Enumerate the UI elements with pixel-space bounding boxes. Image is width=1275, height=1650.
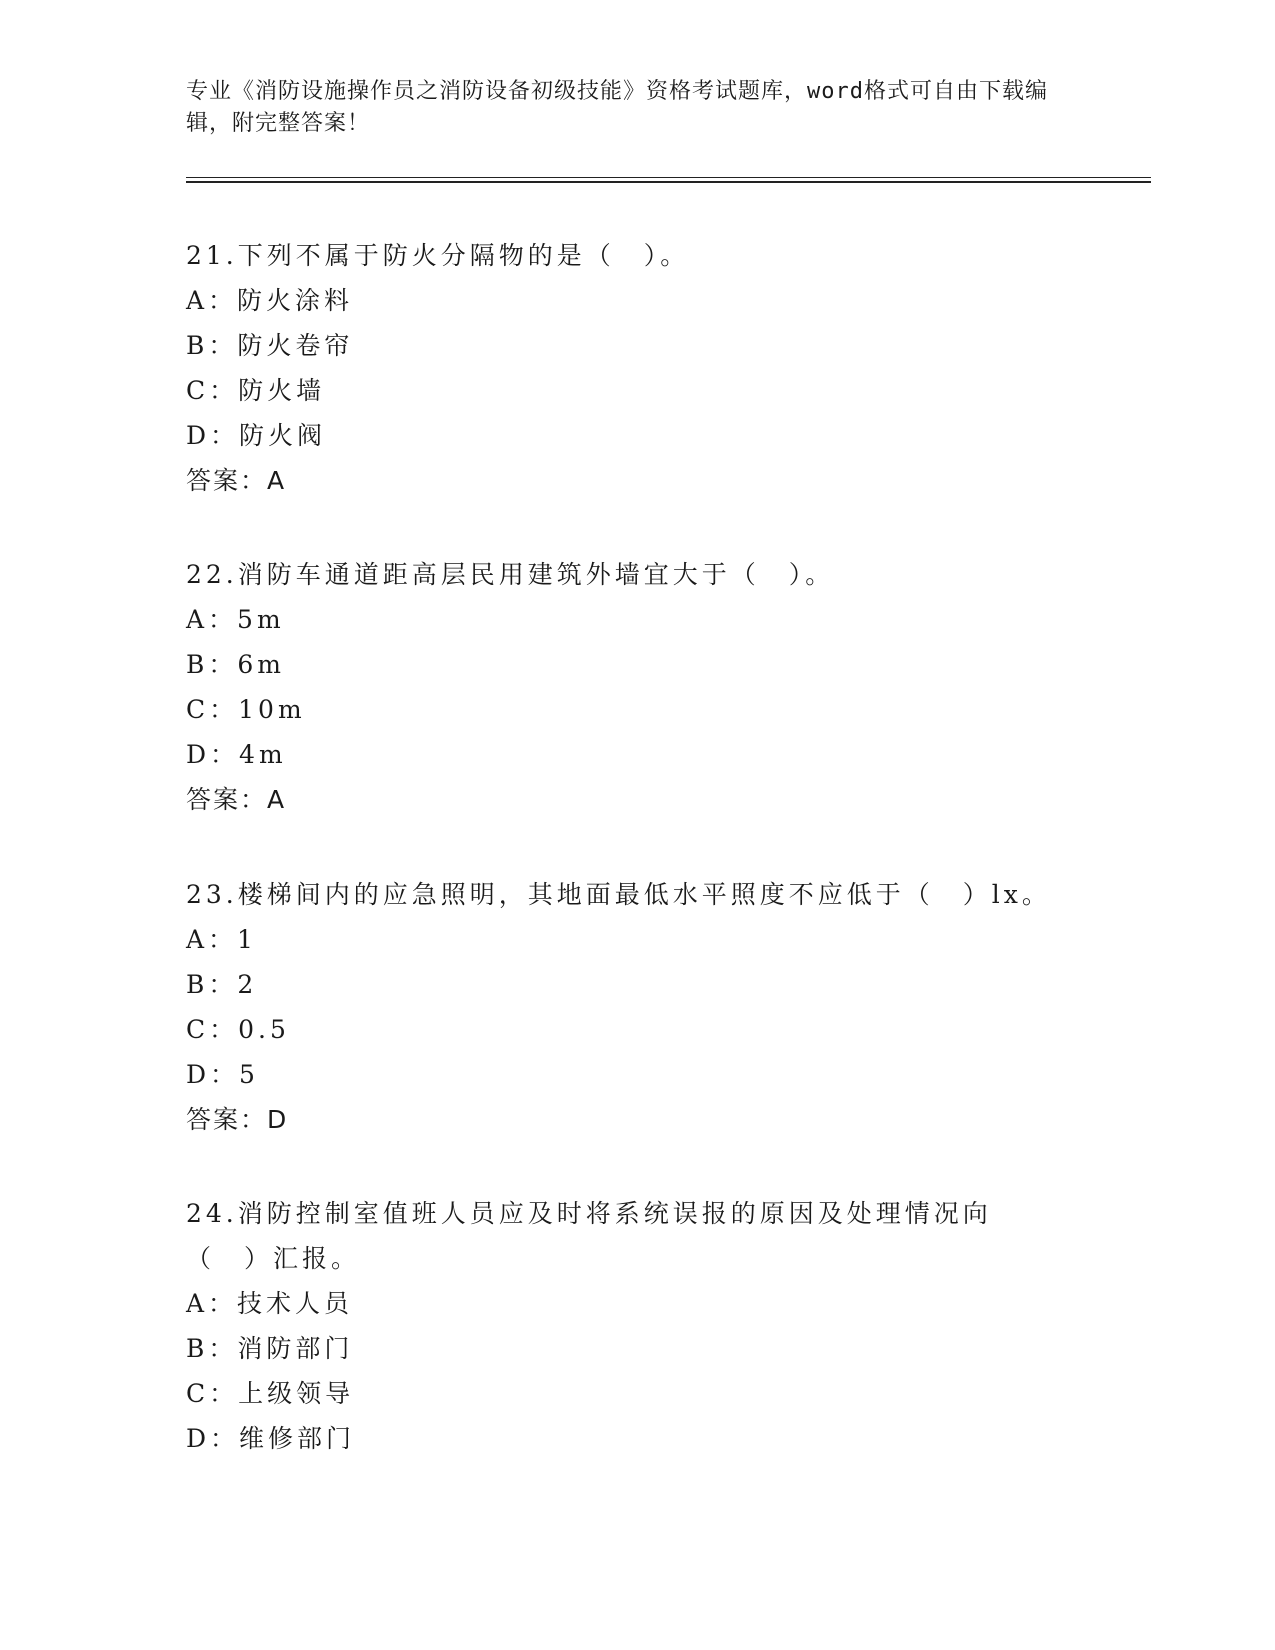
question-23 xyxy=(186,872,1066,1142)
option-a: A：5m xyxy=(186,605,285,634)
option-b: B：消防部门 xyxy=(186,1334,354,1363)
answer-text: 答案：A xyxy=(186,466,287,495)
answer-text: 答案：A xyxy=(186,785,287,814)
option-c: C：0.5 xyxy=(186,1015,290,1044)
document-header: 专业《消防设施操作员之消防设备初级技能》资格考试题库，word格式可自由下载编辑，附完整答案！ xyxy=(186,79,1048,136)
option-c: C：防火墙 xyxy=(186,376,326,405)
option-b: B：2 xyxy=(186,970,258,999)
question-22 xyxy=(186,552,1066,822)
question-24 xyxy=(186,1191,1066,1461)
option-c: C：10m xyxy=(186,695,306,724)
option-b: B：6m xyxy=(186,650,285,679)
question-21 xyxy=(186,233,1066,503)
option-a: A：防火涂料 xyxy=(186,286,354,315)
header-divider-top xyxy=(186,177,1151,178)
question-stem: 22.消防车通道距高层民用建筑外墙宜大于（ ）。 xyxy=(186,560,835,589)
option-d: D：4m xyxy=(186,740,287,769)
question-stem: 24.消防控制室值班人员应及时将系统误报的原因及处理情况向（ ）汇报。 xyxy=(186,1199,992,1273)
question-stem: 23.楼梯间内的应急照明，其地面最低水平照度不应低于（ ）lx。 xyxy=(186,880,1051,909)
option-a: A：1 xyxy=(186,925,257,954)
answer-text: 答案：D xyxy=(186,1105,289,1134)
option-d: D：防火阀 xyxy=(186,421,327,450)
option-d: D：维修部门 xyxy=(186,1424,356,1453)
option-d: D：5 xyxy=(186,1060,259,1089)
question-stem: 21.下列不属于防火分隔物的是（ ）。 xyxy=(186,241,690,270)
option-b: B：防火卷帘 xyxy=(186,331,354,360)
option-c: C：上级领导 xyxy=(186,1379,355,1408)
document-page xyxy=(186,0,1151,1650)
header-divider-bottom xyxy=(186,181,1151,183)
option-a: A：技术人员 xyxy=(186,1289,354,1318)
